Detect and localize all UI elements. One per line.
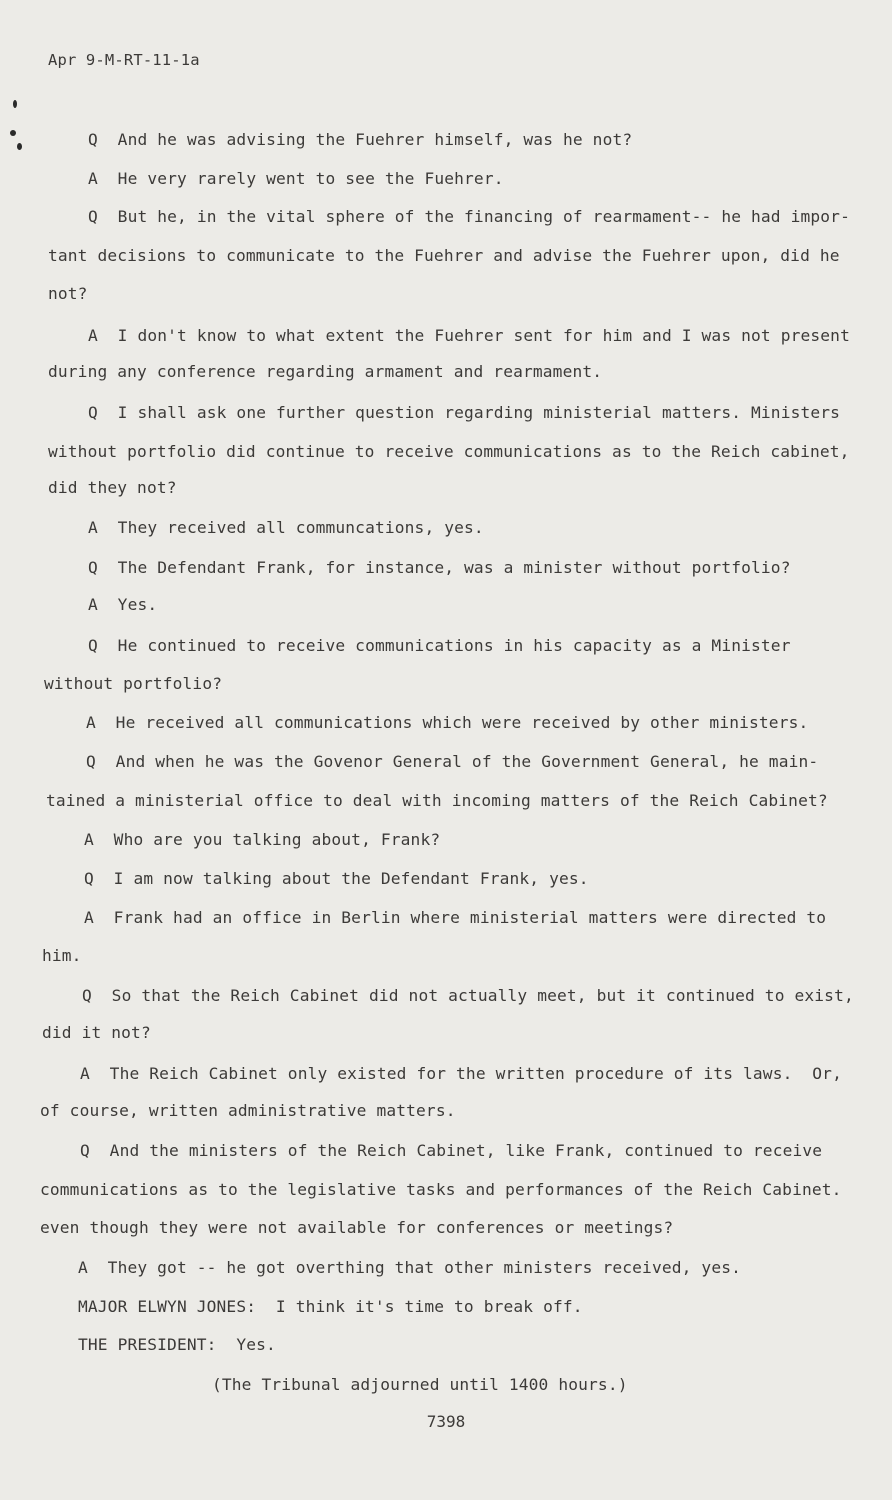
page-number: 7398 bbox=[426, 1412, 466, 1431]
text-line: tained a ministerial office to deal with incoming matters of the Reich Cabinet? bbox=[46, 791, 828, 810]
text-line: even though they were not available for conferences or meetings? bbox=[40, 1218, 674, 1237]
text-line: Q I am now talking about the Defendant Frank, yes. bbox=[84, 869, 589, 888]
text-line: A He very rarely went to see the Fuehrer. bbox=[88, 169, 504, 188]
text-line: Q But he, in the vital sphere of the financing of rearmament-- he had impor- bbox=[88, 207, 850, 226]
text-line: Q And he was advising the Fuehrer himself, was he not? bbox=[88, 130, 633, 149]
text-line: without portfolio? bbox=[44, 674, 223, 693]
text-line: Q He continued to receive communications in his capacity as a Minister bbox=[88, 636, 791, 655]
text-line: Q I shall ask one further question regarding ministerial matters. Ministers bbox=[88, 403, 841, 422]
text-line: did they not? bbox=[48, 478, 177, 497]
text-line: tant decisions to communicate to the Fuehrer and advise the Fuehrer upon, did he bbox=[48, 246, 840, 265]
text-line: Q So that the Reich Cabinet did not actually meet, but it continued to exist, bbox=[82, 986, 854, 1005]
text-line: Q The Defendant Frank, for instance, was a minister without portfolio? bbox=[88, 558, 791, 577]
ink-mark bbox=[17, 143, 22, 150]
text-line: (The Tribunal adjourned until 1400 hours.) bbox=[212, 1375, 628, 1394]
text-line: A He received all communications which were received by other ministers. bbox=[86, 713, 809, 732]
text-line: MAJOR ELWYN JONES: I think it's time to break off. bbox=[78, 1297, 583, 1316]
text-line: Q And when he was the Govenor General of the Government General, he main- bbox=[86, 752, 819, 771]
text-line: not? bbox=[48, 284, 88, 303]
text-line: Q And the ministers of the Reich Cabinet, like Frank, continued to receive bbox=[80, 1141, 823, 1160]
ink-mark bbox=[10, 130, 16, 136]
ink-mark bbox=[13, 100, 17, 108]
text-line: A The Reich Cabinet only existed for the written procedure of its laws. Or, bbox=[80, 1064, 842, 1083]
text-line: him. bbox=[42, 946, 82, 965]
text-line: A I don't know to what extent the Fuehrer sent for him and I was not present bbox=[88, 326, 850, 345]
text-line: A They received all communcations, yes. bbox=[88, 518, 484, 537]
text-line: A Yes. bbox=[88, 595, 158, 614]
text-line: did it not? bbox=[42, 1023, 151, 1042]
text-line: without portfolio did continue to receive communications as to the Reich cabinet, bbox=[48, 442, 850, 461]
text-line: THE PRESIDENT: Yes. bbox=[78, 1335, 276, 1354]
header-code: Apr 9-M-RT-11-1a bbox=[48, 51, 200, 69]
text-line: A Frank had an office in Berlin where ministerial matters were directed to bbox=[84, 908, 827, 927]
text-line: A They got -- he got overthing that other ministers received, yes. bbox=[78, 1258, 742, 1277]
text-line: during any conference regarding armament and rearmament. bbox=[48, 362, 603, 381]
text-line: A Who are you talking about, Frank? bbox=[84, 830, 441, 849]
text-line: communications as to the legislative tasks and performances of the Reich Cabinet. bbox=[40, 1180, 842, 1199]
text-line: of course, written administrative matters. bbox=[40, 1101, 456, 1120]
